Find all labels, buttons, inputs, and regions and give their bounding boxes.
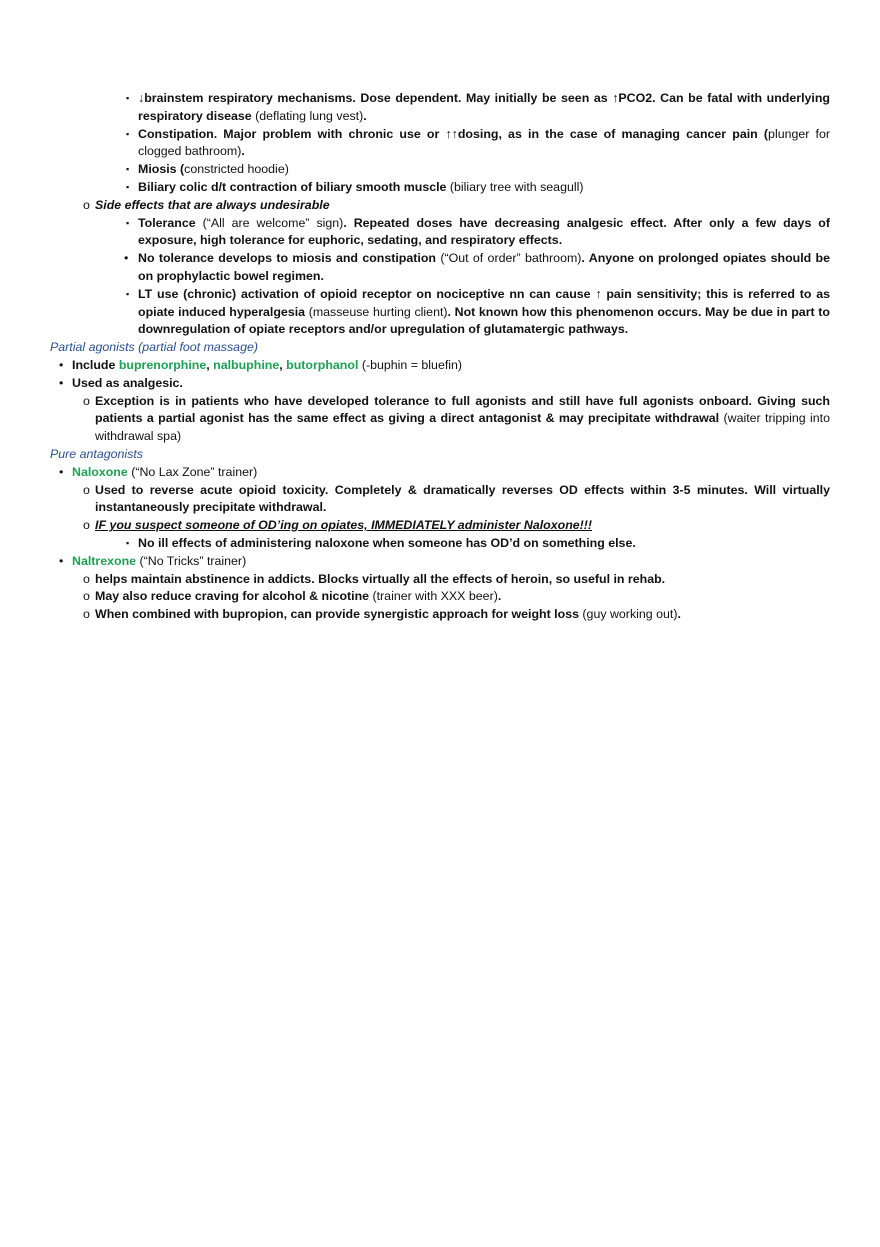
list-item-naloxone: • Naloxone (“No Lax Zone” trainer): [50, 464, 830, 482]
list-item-used-as-analgesic: • Used as analgesic.: [50, 375, 830, 393]
dot-bullet: •: [124, 251, 129, 266]
circle-bullet: o: [83, 393, 90, 408]
list-item-include: • Include buprenorphine, nalbuphine, butorphanol (-buphin = bluefin): [50, 357, 830, 375]
dot-bullet: •: [59, 375, 64, 390]
list-item-exception: o Exception is in patients who have developed tolerance to full agonists and still have full agonists onboard. Giving such patients a partial agonist has the same effect as giving a direct antagonist & may precipitate withdrawal (waiter tripping into withdrawal spa): [83, 393, 831, 444]
dot-bullet: •: [59, 553, 64, 568]
square-bullet: ▪: [126, 288, 130, 299]
dot-bullet: •: [59, 464, 64, 479]
list-item-tolerance: ▪ Tolerance (“All are welcome” sign). Repeated doses have decreasing analgesic effect. After only a few days of exposure, high tolerance for euphoric, sedating, and respiratory effects.: [126, 215, 831, 248]
list-item-naltrexone: • Naltrexone (“No Tricks” trainer): [50, 553, 830, 571]
circle-bullet: o: [83, 607, 90, 622]
section-heading-partial-agonists: Partial agonists (partial foot massage): [50, 340, 258, 355]
notes-content: [50, 90, 830, 624]
square-bullet: ▪: [126, 537, 130, 548]
section-heading-pure-antagonists: Pure antagonists: [50, 446, 143, 461]
dot-bullet: •: [59, 357, 64, 372]
list-item-abstinence: o helps maintain abstinence in addicts. Blocks virtually all the effects of heroin, so useful in rehab.: [50, 571, 830, 589]
drug-nalbuphine: nalbuphine: [213, 357, 280, 372]
list-item-lt-use: ▪ LT use (chronic) activation of opioid receptor on nociceptive nn can cause ↑ pain sensitivity; this is referred to as opiate induced hyperalgesia (masseuse hurting client). Not known how this phenomenon occurs. May be due in part to downregulation of opiate receptors and/or upregulation of glutamatergic pathways.: [126, 286, 830, 337]
circle-bullet: o: [83, 571, 90, 586]
square-bullet: ▪: [126, 181, 130, 192]
square-bullet: ▪: [126, 128, 130, 139]
list-item-miosis: ▪ Miosis (constricted hoodie): [50, 161, 830, 179]
square-bullet: ▪: [126, 164, 130, 175]
list-item-suspect-od: o IF you suspect someone of OD’ing on opiates, IMMEDIATELY administer Naloxone!!!: [50, 517, 830, 535]
circle-bullet: o: [83, 482, 90, 497]
drug-butorphanol: butorphanol: [286, 357, 359, 372]
list-item-respiratory: ▪ ↓brainstem respiratory mechanisms. Dose dependent. May initially be seen as ↑PCO2. Can be fatal with underlying respiratory disease (deflating lung vest).: [126, 91, 830, 123]
square-bullet: ▪: [126, 217, 130, 228]
list-item-biliary: ▪ Biliary colic d/t contraction of biliary smooth muscle (biliary tree with seagull): [50, 179, 830, 197]
list-item-no-ill-effects: ▪ No ill effects of administering naloxone when someone has OD’d on something else.: [50, 535, 830, 553]
square-bullet: ▪: [126, 93, 130, 103]
list-item-bupropion: o When combined with bupropion, can provide synergistic approach for weight loss (guy working out).: [50, 606, 830, 624]
list-item-reverse-toxicity: o Used to reverse acute opioid toxicity. Completely & dramatically reverses OD effects within 3-5 minutes. Will virtually instantaneously precipitate withdrawal.: [83, 482, 830, 515]
circle-bullet: o: [83, 197, 90, 212]
drug-buprenorphine: buprenorphine: [118, 357, 207, 372]
drug-naltrexone: Naltrexone: [72, 553, 137, 568]
circle-bullet: o: [83, 589, 90, 604]
circle-bullet: o: [83, 518, 90, 533]
list-item-craving: o May also reduce craving for alcohol & nicotine (trainer with XXX beer).: [50, 588, 830, 606]
drug-naloxone: Naloxone: [72, 464, 128, 479]
list-item-no-tolerance: • No tolerance develops to miosis and constipation (“Out of order” bathroom). Anyone on prolonged opiates should be on prophylactic bowel regimen.: [124, 251, 831, 283]
list-item-constipation: ▪ Constipation. Major problem with chronic use or ↑↑dosing, as in the case of managing cancer pain (plunger for clogged bathroom).: [126, 126, 830, 159]
list-item-side-effects: o Side effects that are always undesirable: [50, 197, 830, 215]
